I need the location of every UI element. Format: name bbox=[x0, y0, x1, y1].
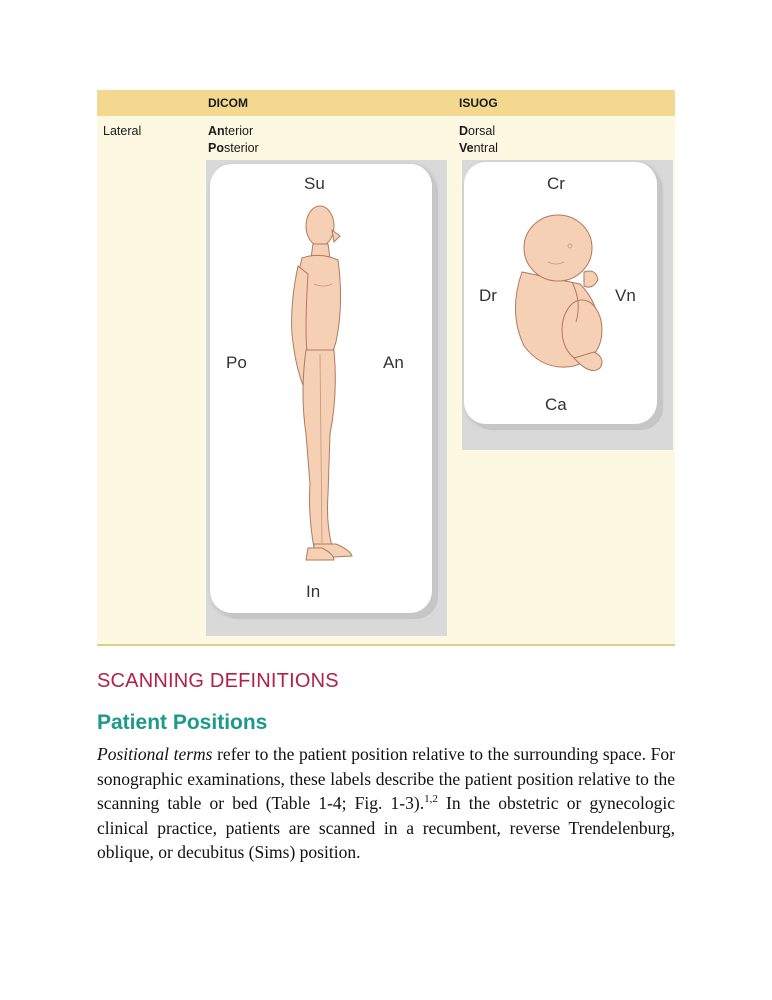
dicom-terms bbox=[208, 123, 259, 157]
isuog-term-dorsal: Dorsal bbox=[459, 124, 496, 138]
fetus-figure-card bbox=[464, 162, 657, 424]
header-dicom: DICOM bbox=[208, 96, 248, 110]
label-caudal: Ca bbox=[545, 395, 567, 414]
header-isuog: ISUOG bbox=[459, 96, 498, 110]
label-cranial: Cr bbox=[547, 174, 565, 193]
table-bottom-rule bbox=[97, 644, 675, 646]
dicom-term-anterior: Anterior bbox=[208, 124, 254, 138]
body-paragraph bbox=[97, 742, 675, 865]
label-dorsal: Dr bbox=[479, 286, 497, 305]
label-inferior: In bbox=[306, 582, 321, 601]
label-anterior: An bbox=[383, 353, 404, 372]
label-superior: Su bbox=[304, 174, 325, 193]
paragraph-text-1: refer to the patient position relative to the surrounding space. For sonographic examinations, these labels describe the patient position relative to the scanning table or bed (Table 1-4; Fig. 1-3). bbox=[97, 744, 675, 813]
fetus-illustration bbox=[464, 162, 657, 424]
row-label-lateral: Lateral bbox=[103, 124, 142, 138]
term-italic: Positional terms bbox=[97, 744, 213, 764]
isuog-term-ventral: Ventral bbox=[459, 141, 498, 155]
label-posterior: Po bbox=[226, 353, 247, 372]
paragraph-text-2: In the obstetric or gynecologic clinical practice, patients are scanned in a recumbent, reverse Trendelenburg, oblique, or decubitus (Sims) position. bbox=[97, 793, 675, 862]
adult-figure-card bbox=[210, 164, 432, 613]
standing-man-illustration bbox=[210, 164, 432, 613]
section-heading: SCANNING DEFINITIONS bbox=[97, 670, 339, 692]
subsection-heading: Patient Positions bbox=[97, 711, 268, 734]
label-ventral: Vn bbox=[615, 286, 636, 305]
reference-superscript: 1,2 bbox=[424, 793, 438, 806]
isuog-terms bbox=[459, 123, 498, 157]
table-header-row bbox=[97, 90, 675, 116]
dicom-term-posterior: Posterior bbox=[208, 141, 259, 155]
